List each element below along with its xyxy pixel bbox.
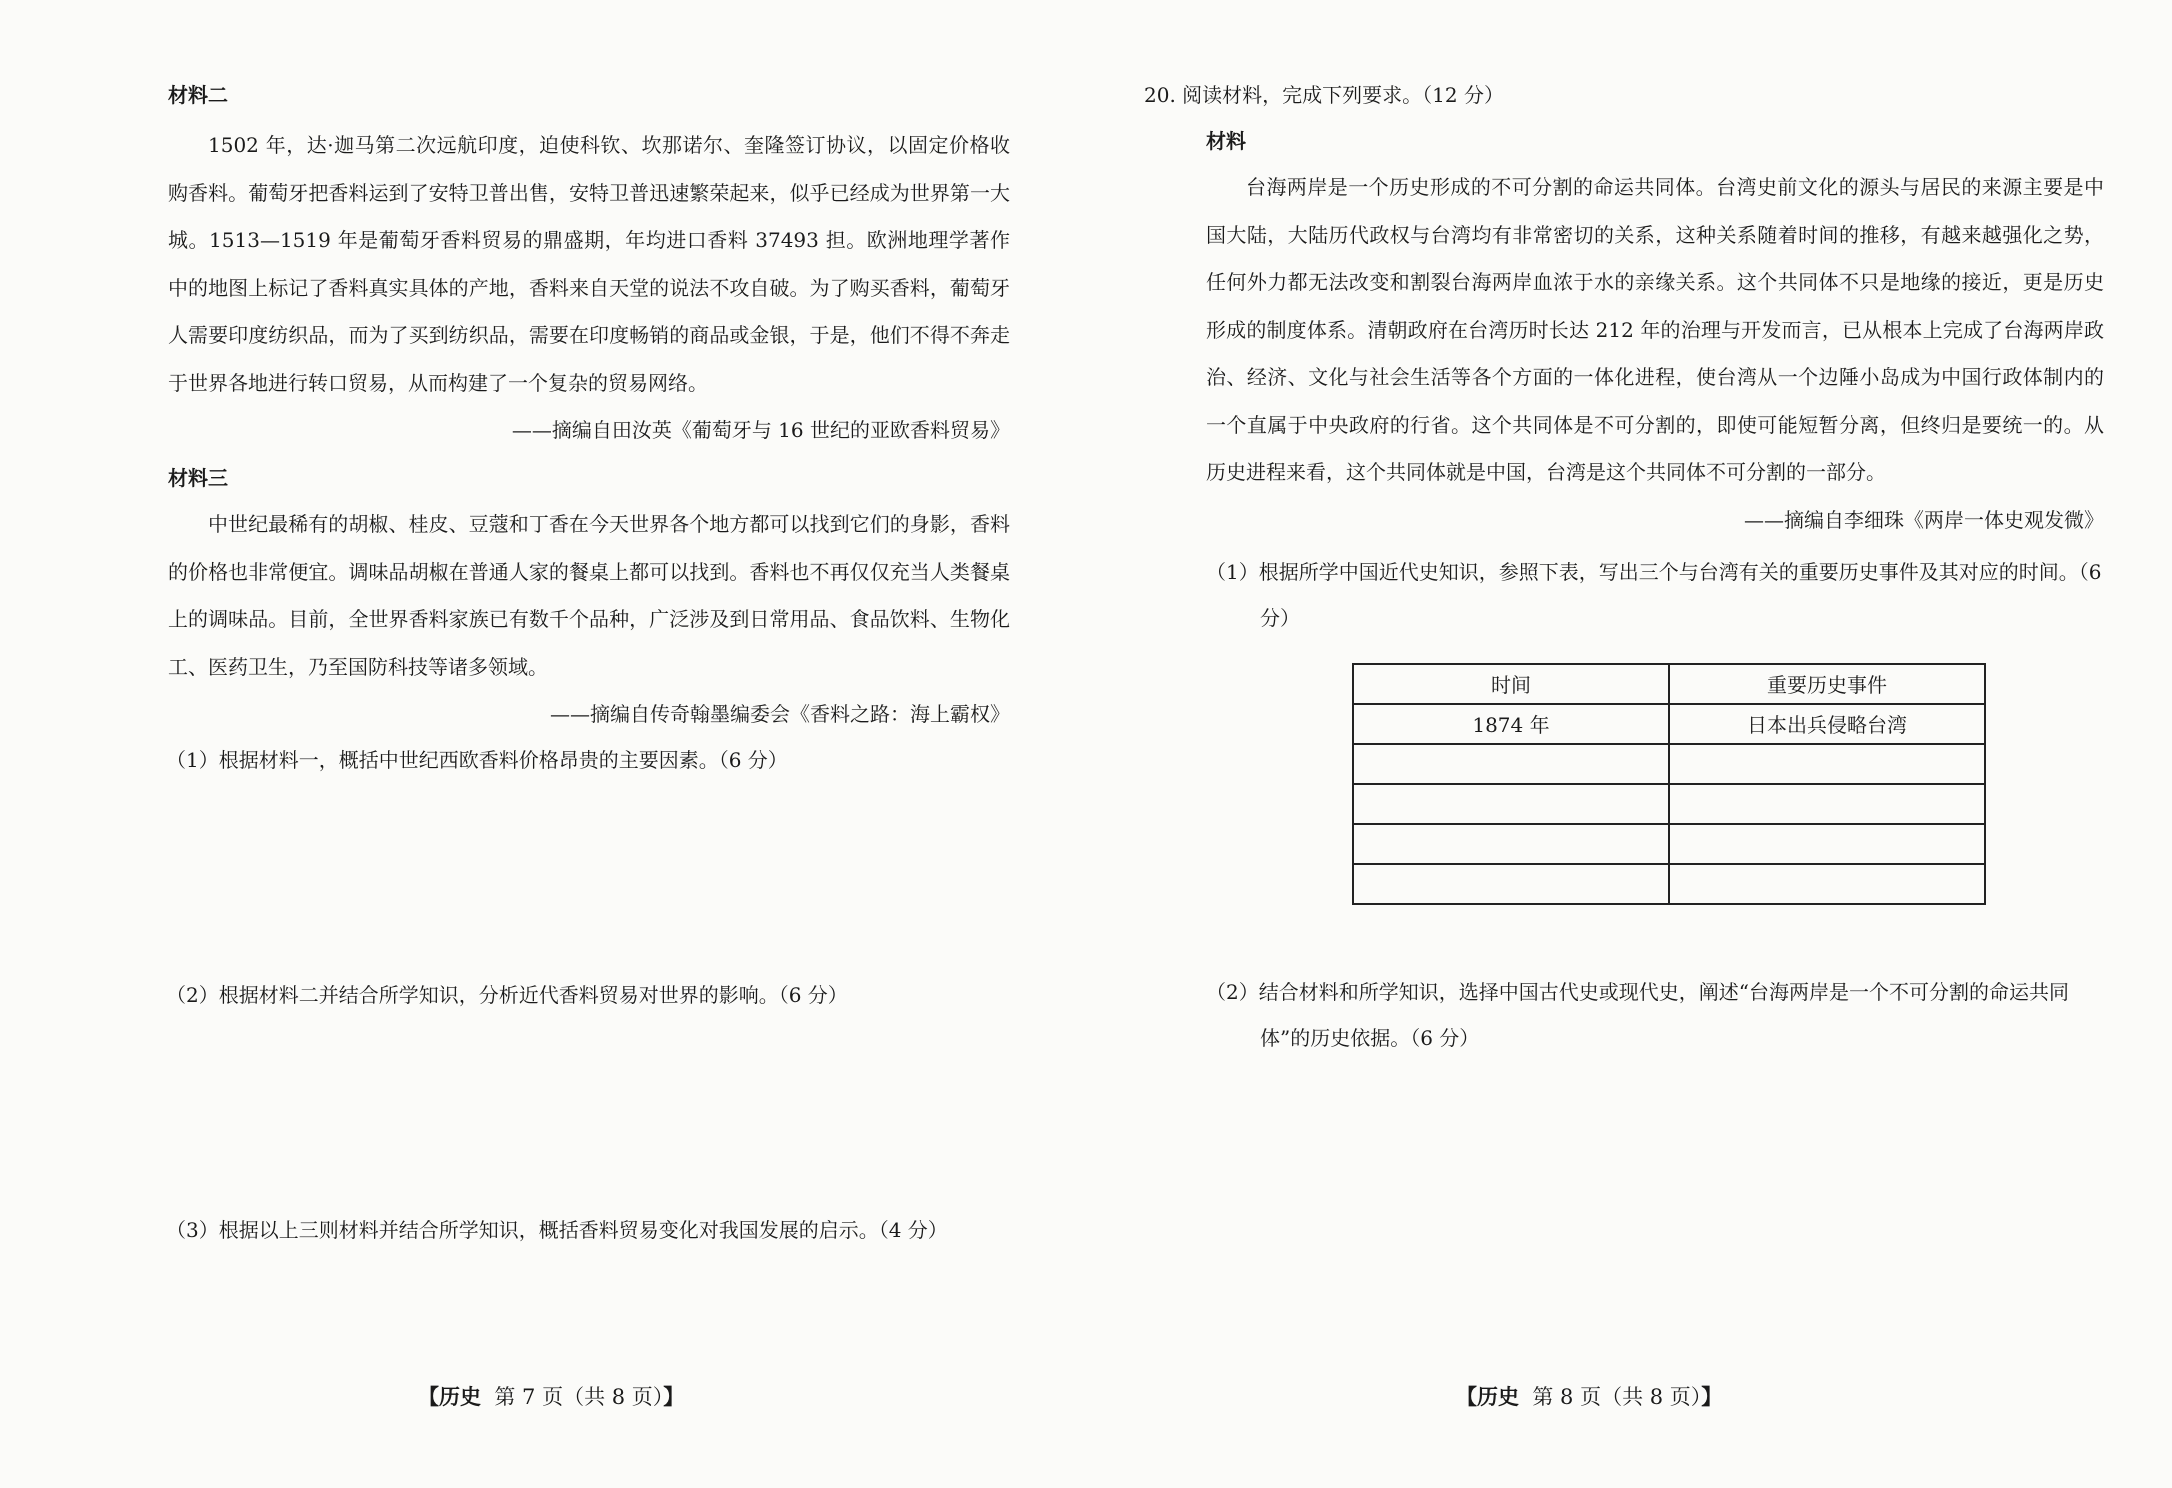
history-events-table	[1352, 663, 1986, 905]
table-cell-event[interactable]	[1669, 824, 1985, 864]
table-cell-time[interactable]	[1353, 864, 1669, 904]
table-cell-event[interactable]	[1669, 784, 1985, 824]
answer-space-1	[168, 783, 1010, 972]
question-1: （1）根据材料一，概括中世纪西欧香料价格昂贵的主要因素。（6 分）	[166, 748, 788, 772]
page-8-footer	[1456, 1382, 1722, 1412]
table-row	[1353, 784, 1985, 824]
table-cell-time: 1874 年	[1353, 704, 1669, 744]
footer-subject: 历史	[1477, 1385, 1519, 1409]
table-cell-event[interactable]	[1669, 744, 1985, 784]
table-row	[1353, 704, 1985, 744]
footer-bracket-close: 】	[663, 1385, 685, 1409]
right-column	[1144, 72, 2104, 1061]
footer-subject: 历史	[439, 1385, 481, 1409]
question-3: （3）根据以上三则材料并结合所学知识，概括香料贸易变化对我国发展的启示。（4 分）	[166, 1218, 948, 1242]
table-header-time: 时间	[1353, 664, 1669, 704]
footer-bracket-close: 】	[1701, 1385, 1723, 1409]
table-row	[1353, 744, 1985, 784]
question-2: （2）根据材料二并结合所学知识，分析近代香料贸易对世界的影响。（6 分）	[166, 983, 848, 1007]
material-3-source: ——摘编自传奇翰墨编委会《香料之路：海上霸权》	[550, 702, 1010, 726]
table-cell-event[interactable]	[1669, 864, 1985, 904]
table-row	[1353, 824, 1985, 864]
page-7-footer	[418, 1382, 684, 1412]
table-row	[1353, 864, 1985, 904]
exam-page-8	[1086, 0, 2172, 1488]
material-heading: 材料	[1206, 129, 1246, 153]
material-2-text: 1502 年，达·迦马第二次远航印度，迫使科钦、坎那诺尔、奎隆签订协议，以固定价格收购香料。葡萄牙把香料运到了安特卫普出售，安特卫普迅速繁荣起来，似乎已经成为世界第一大城。1513—1519 年是葡萄牙香料贸易的鼎盛期，年均进口香料 37493 担。欧洲地理学著作中的地图上标记了香料真实具体的产地，香料来自天堂的说法不攻自破。为了购买香料，葡萄牙人需要印度纺织品，而为了买到纺织品，需要在印度畅销的商品或金银，于是，他们不得不奔走于世界各地进行转口贸易，从而构建了一个复杂的贸易网络。	[168, 133, 1010, 395]
footer-page-number: 第 8 页（共 8 页）	[1532, 1385, 1702, 1409]
footer-bracket-open: 【	[1456, 1385, 1477, 1409]
material-3-heading: 材料三	[168, 466, 228, 490]
table-cell-time[interactable]	[1353, 744, 1669, 784]
material-2-source: ——摘编自田汝英《葡萄牙与 16 世纪的亚欧香料贸易》	[511, 418, 1010, 442]
table-cell-time[interactable]	[1353, 824, 1669, 864]
question-20-2: （2）结合材料和所学知识，选择中国古代史或现代史，阐述“台海两岸是一个不可分割的命运共同体”的历史依据。（6 分）	[1206, 979, 2069, 1050]
table-cell-event: 日本出兵侵略台湾	[1669, 704, 1985, 744]
material-source: ——摘编自李细珠《两岸一体史观发微》	[1744, 507, 2104, 532]
material-3-text: 中世纪最稀有的胡椒、桂皮、豆蔻和丁香在今天世界各个地方都可以找到它们的身影，香料的价格也非常便宜。调味品胡椒在普通人家的餐桌上都可以找到。香料也不再仅仅充当人类餐桌上的调味品。目前，全世界香料家族已有数千个品种，广泛涉及到日常用品、食品饮料、生物化工、医药卫生，乃至国防科技等诸多领域。	[168, 512, 1010, 679]
table-header-row	[1353, 664, 1985, 704]
material-text: 台海两岸是一个历史形成的不可分割的命运共同体。台湾史前文化的源头与居民的来源主要是中国大陆，大陆历代政权与台湾均有非常密切的关系，这种关系随着时间的推移，有越来越强化之势，任何外力都无法改变和割裂台海两岸血浓于水的亲缘关系。这个共同体不只是地缘的接近，更是历史形成的制度体系。清朝政府在台湾历时长达 212 年的治理与开发而言，已从根本上完成了台海两岸政治、经济、文化与社会生活等各个方面的一体化进程，使台湾从一个边陲小岛成为中国行政体制内的一个直属于中央政府的行省。这个共同体是不可分割的，即使可能短暂分离，但终归是要统一的。从历史进程来看，这个共同体就是中国，台湾是这个共同体不可分割的一部分。	[1206, 175, 2104, 484]
question-20-1: （1）根据所学中国近代史知识，参照下表，写出三个与台湾有关的重要历史事件及其对应的时间。（6 分）	[1206, 559, 2102, 630]
footer-bracket-open: 【	[418, 1385, 439, 1409]
table-header-event: 重要历史事件	[1669, 664, 1985, 704]
table-cell-time[interactable]	[1353, 784, 1669, 824]
question-20-title: 20. 阅读材料，完成下列要求。（12 分）	[1144, 83, 1504, 107]
footer-page-number: 第 7 页（共 8 页）	[494, 1385, 664, 1409]
answer-space-2	[168, 1018, 1010, 1207]
left-column	[168, 72, 1010, 1253]
material-2-heading: 材料二	[168, 83, 228, 107]
question-20-body	[1144, 118, 2104, 1061]
